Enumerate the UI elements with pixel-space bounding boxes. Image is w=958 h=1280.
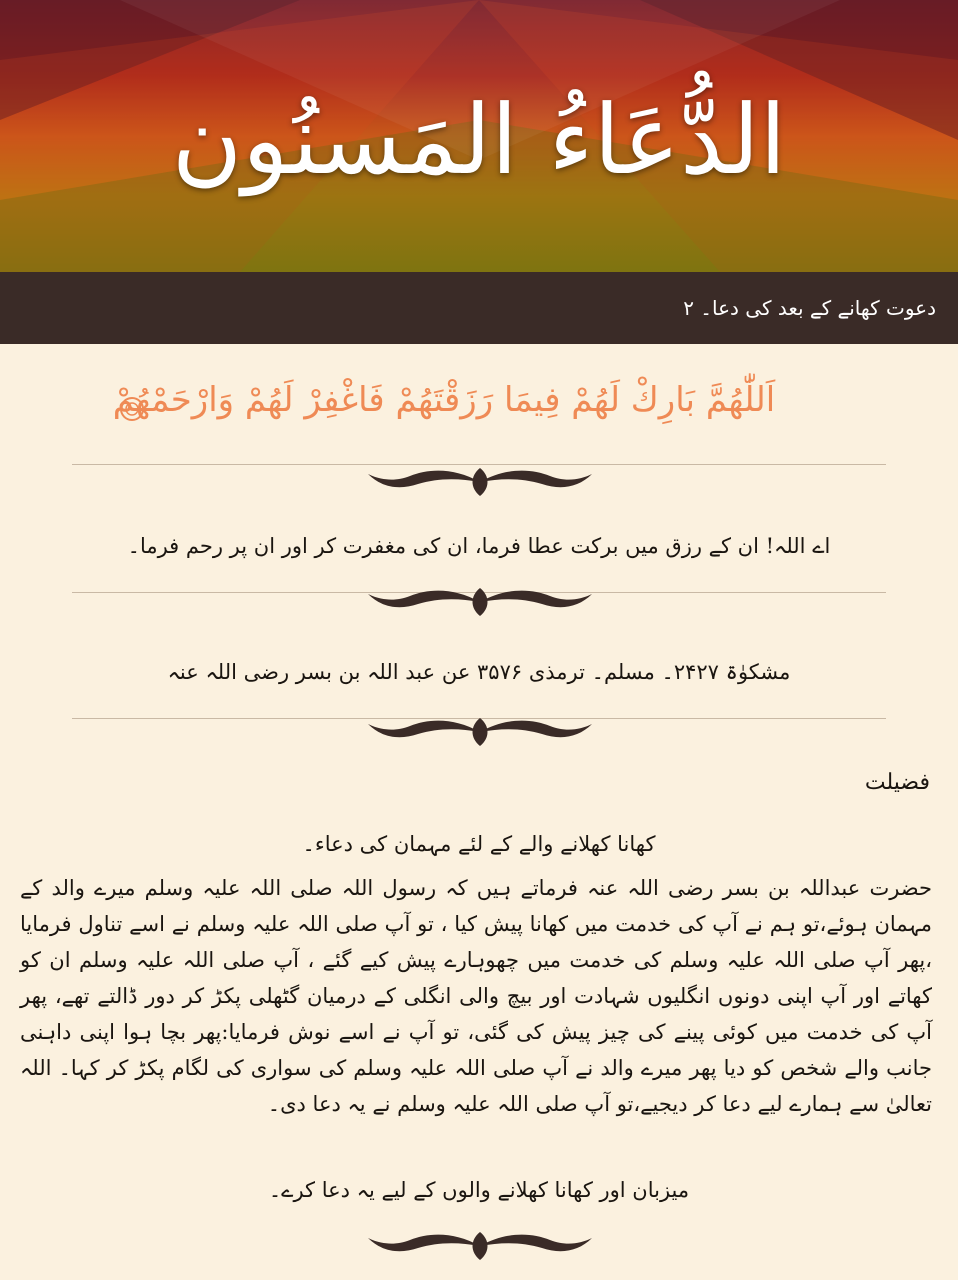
section-heading-fazeelat: فضیلت (864, 770, 930, 795)
dua-translation: اے اللہ! ان کے رزق میں برکت عطا فرما، ان کی مغفرت کر اور ان پر رحم فرما۔ (127, 534, 831, 558)
fazeelat-body: حضرت عبداللہ بن بسر رضی اللہ عنہ فرماتے ہیں کہ رسول اللہ صلی اللہ علیہ وسلم میرے والد کے مہمان ہوئے،تو ہم نے آپ کی خدمت میں کھانا پیش کیا ، تو آپ صلی اللہ علیہ وسلم نے اسے تناول فرمایا ،پھر آپ صلی اللہ علیہ وسلم کی خدمت میں چھوہارے پیش کیے گئے ، آپ صلی اللہ علیہ وسلم ان کو کھاتے اور آپ اپنی دونوں انگلیوں شہادت اور بیچ والی انگلی کے درمیان گٹھلی پکڑ کر دور ڈالتے تھے، پھر آپ کی خدمت میں کوئی پینے کی چیز پیش کی گئی، تو آپ نے اسے نوش فرمایا:پھر بچا ہوا اپنی داہنی جانب والے شخص کو دیا پھر میرے والد نے آپ صلی اللہ علیہ وسلم کی سواری کی لگام پکڑ کر کہا۔ اللہ تعالیٰ سے ہمارے لیے دعا کر دیجیے،تو آپ صلی اللہ علیہ وسلم نے یہ دعا دی۔ (20, 876, 932, 1116)
fazeelat-intro: کھانا کھلانے والے کے لئے مہمان کی دعاء۔ (302, 832, 656, 856)
header-banner (0, 0, 958, 272)
fazeelat-closing: میزبان اور کھانا کھلانے والوں کے لیے یہ دعا کرے۔ (268, 1178, 690, 1202)
subtitle: دعوت کھانے کے بعد کی دعا۔ ۲ (683, 296, 936, 320)
dua-arabic-text: اَللّٰهُمَّ بَارِكْ لَهُمْ فِيمَا رَزَقْتَهُمْ فَاغْفِرْ لَهُمْ وَارْحَمْهُمْ (112, 380, 776, 420)
dua-reference: مشکوٰۃ ۲۴۲۷۔ مسلم۔ ترمذی ۳۵۷۶ عن عبد اللہ بن بسر رضی اللہ عنہ (167, 660, 791, 684)
subtitle-bar (0, 272, 958, 344)
ornament-divider-icon (360, 712, 600, 752)
page-title: الدُّعَاءُ المَسنُون (171, 84, 787, 196)
ayah-end-icon (117, 394, 147, 424)
ornament-divider-icon (360, 462, 600, 502)
ornament-divider-icon (360, 1226, 600, 1266)
ornament-divider-icon (360, 582, 600, 622)
